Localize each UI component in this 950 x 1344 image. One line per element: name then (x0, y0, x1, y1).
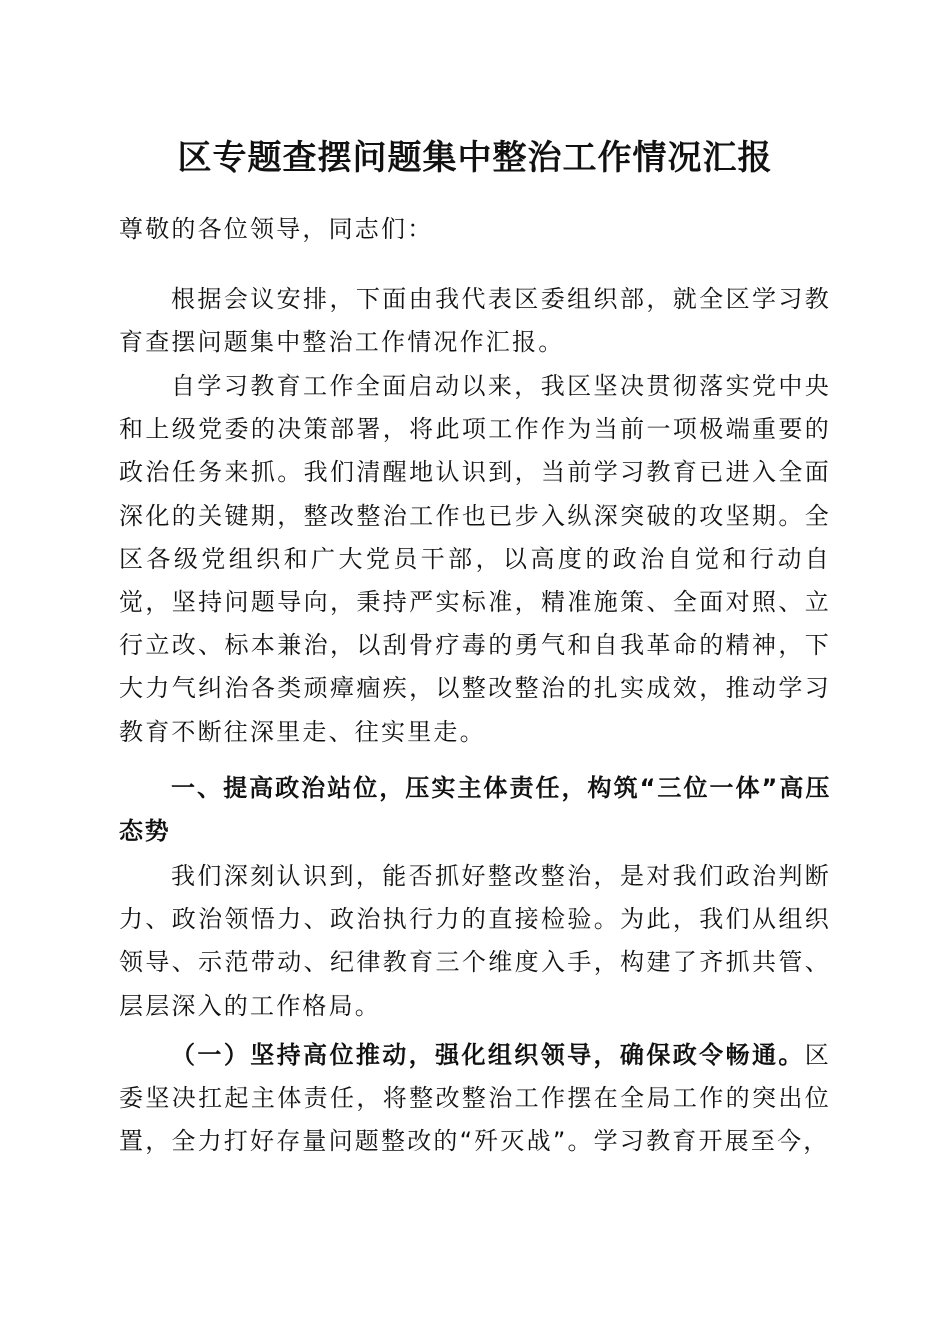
section-heading-one: 一、提高政治站位，压实主体责任，构筑“三位一体”高压态势 (119, 774, 831, 846)
paragraph-political-test: 我们深刻认识到，能否抓好整改整治，是对我们政治判断力、政治领悟力、政治执行力的直接检验。为此，我们从组织领导、示范带动、纪律教育三个维度入手，构建了齐抓共管、层层深入的工作格局。 (119, 862, 831, 1020)
document-title: 区专题查摆问题集中整治工作情况汇报 (177, 138, 773, 178)
subsection-one-text: 区委坚决扛起主体责任，将整改整治工作摆在全局工作的突出位置，全力打好存量问题整改的“歼灭战”。学习教育开展至今， (119, 1041, 831, 1156)
salutation: 尊敬的各位领导，同志们： (119, 215, 434, 243)
paragraph-overview: 自学习教育工作全面启动以来，我区坚决贯彻落实党中央和上级党委的决策部署，将此项工作作为当前一项极端重要的政治任务来抓。我们清醒地认识到，当前学习教育已进入全面深化的关键期，整改整治工作也已步入纵深突破的攻坚期。全区各级党组织和广大党员干部，以高度的政治自觉和行动自觉，坚持问题导向，秉持严实标准，精准施策、全面对照、立行立改、标本兼治，以刮骨疗毒的勇气和自我革命的精神，下大力气纠治各类顽瘴痼疾，以整改整治的扎实成效，推动学习教育不断往深里走、往实里走。 (119, 372, 831, 746)
subsection-one-lead: （一）坚持高位推动，强化组织领导，确保政令畅通。 (171, 1041, 805, 1069)
paragraph-meeting-arrangement: 根据会议安排，下面由我代表区委组织部，就全区学习教育查摆问题集中整治工作情况作汇报。 (119, 285, 831, 357)
paragraph-subsection-one (119, 1034, 831, 1164)
